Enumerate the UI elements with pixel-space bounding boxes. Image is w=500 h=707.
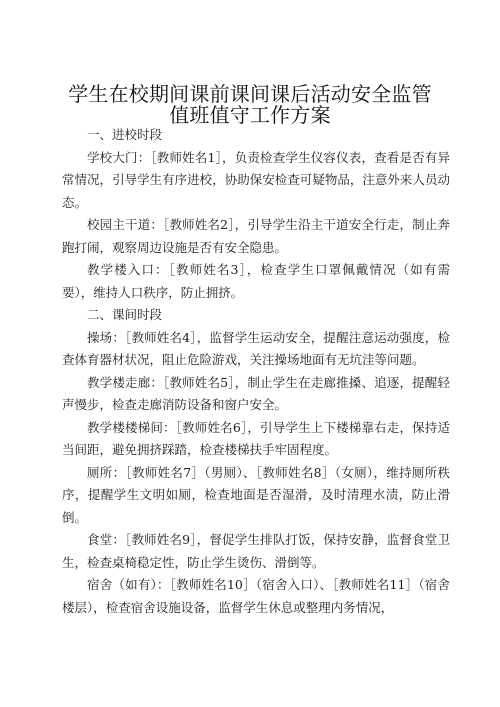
section-heading-break: 二、课间时段 (87, 307, 163, 322)
paragraph-restroom: 厕所：［教师姓名7］（男厕）、［教师姓名8］（女厕），维持厕所秩序，提醒学生文明如厕，检查地面是否湿滑，及时清理水渍，防止滑倒。 (62, 464, 450, 525)
paragraph-playground: 操场：［教师姓名4］，监督学生运动安全，提醒注意运动强度，检查体育器材状况，阻止危险游戏，关注操场地面有无坑洼等问题。 (62, 329, 450, 367)
paragraph-canteen: 食堂：［教师姓名9］，督促学生排队打饭，保持安静，监督食堂卫生，检查桌椅稳定性，防止学生烫伤、滑倒等。 (62, 532, 450, 570)
paragraph-main-road: 校园主干道：［教师姓名2］，引导学生沿主干道安全行走，制止奔跑打闹，观察周边设施是否有安全隐患。 (62, 217, 450, 255)
paragraph-building-entrance: 教学楼入口：［教师姓名3］，检查学生口罩佩戴情况（如有需要），维持人口秩序，防止拥挤。 (62, 262, 450, 300)
section-heading-entry: 一、进校时段 (87, 127, 163, 142)
paragraph-corridor: 教学楼走廊：［教师姓名5］，制止学生在走廊推搡、追逐，提醒轻声慢步，检查走廊消防设备和窗户安全。 (62, 374, 450, 412)
paragraph-stairwell: 教学楼楼梯间：［教师姓名6］，引导学生上下楼梯靠右走，保持适当间距，避免拥挤踩踏，检查楼梯扶手牢固程度。 (62, 419, 450, 457)
document-body (62, 124, 450, 619)
document-title: 学生在校期间课前课间课后活动安全监管值班值守工作方案 (68, 82, 432, 127)
paragraph-dormitory: 宿舍（如有）：［教师姓名10］（宿舍入口）、［教师姓名11］（宿舍楼层），检查宿舍设施设备，监督学生休息或整理内务情况， (62, 577, 450, 615)
paragraph-school-gate: 学校大门：［教师姓名1］，负责检查学生仪容仪表，查看是否有异常情况，引导学生有序进校，协助保安检查可疑物品，注意外来人员动态。 (62, 149, 450, 210)
